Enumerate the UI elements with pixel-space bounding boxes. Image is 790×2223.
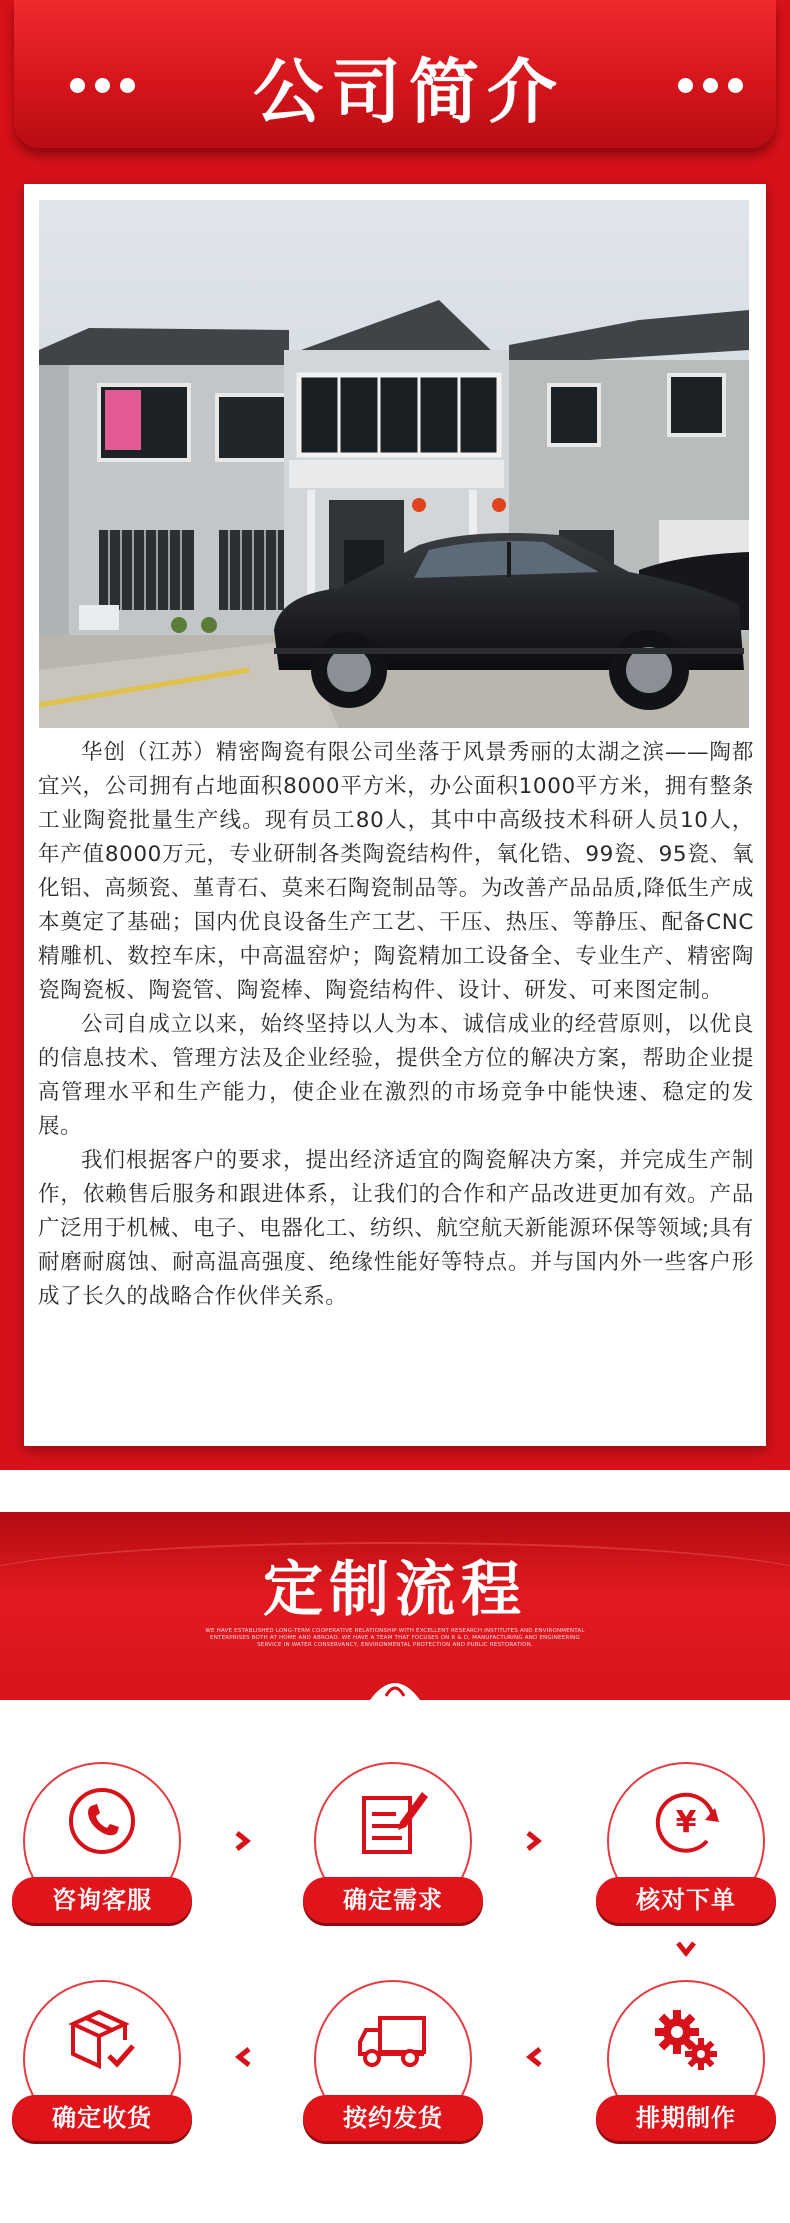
step-label: 咨询客服	[12, 1877, 192, 1923]
arrow-left-icon	[523, 2046, 545, 2068]
intro-card	[24, 184, 766, 1446]
step-confirm-demand	[303, 1762, 483, 1922]
svg-text:¥: ¥	[675, 1805, 697, 1840]
package-check-icon	[67, 2004, 137, 2074]
section-title: 定制流程	[263, 1555, 527, 1625]
arrow-left-icon	[232, 2046, 254, 2068]
step-label: 确定需求	[303, 1877, 483, 1923]
yen-refresh-icon	[651, 1786, 721, 1856]
delivery-truck-icon	[358, 2004, 428, 2074]
section-title: 公司简介	[253, 51, 565, 133]
intro-text	[38, 736, 754, 1314]
arrow-right-icon	[232, 1830, 254, 1852]
step-ship-on-time	[303, 1980, 483, 2140]
arrow-right-icon	[523, 1830, 545, 1852]
document-edit-icon	[358, 1786, 428, 1856]
phone-icon	[67, 1786, 137, 1856]
company-building-photo	[39, 200, 749, 728]
intro-paragraph: 公司自成立以来，始终坚持以人为本、诚信成业的经营原则，以优良的信息技术、管理方法及企业经验，提供全方位的解决方案，帮助企业提高管理水平和生产能力，使企业在激烈的市场竞争中能快速、稳定的发展。	[38, 1012, 754, 1139]
gears-icon	[651, 2004, 721, 2074]
step-label: 核对下单	[596, 1877, 776, 1923]
arrow-down-icon	[675, 1938, 697, 1960]
step-label: 按约发货	[303, 2095, 483, 2141]
step-label: 排期制作	[596, 2095, 776, 2141]
section-subtitle: WE HAVE ESTABLISHED LONG-TERM COOPERATIVE RELATIONSHIP WITH EXCELLENT RESEARCH INSTITUTES AND ENVIRONMENTAL ENTERPRISES BOTH AT HOME AND ABROAD. WE HAVE A TEAM THAT FOCUSES ON R & D, MANUFACTURING AND ENGINEERING SERVICE IN WATER CONSERVANCY, ENVIRONMENTAL PROTECTION AND PUBLIC RESTORATION.	[205, 1628, 585, 1648]
step-check-order	[596, 1762, 776, 1922]
step-confirm-receipt	[12, 1980, 192, 2140]
intro-paragraph: 我们根据客户的要求，提出经济适宜的陶瓷解决方案，并完成生产制作，依赖售后服务和跟进体系，让我们的合作和产品改进更加有效。产品广泛用于机械、电子、电器化工、纺织、航空航天新能源环保等领域;具有耐磨耐腐蚀、耐高温高强度、绝缘性能好等特点。并与国内外一些客户形成了长久的战略合作伙伴关系。	[38, 1148, 754, 1309]
step-schedule-production	[596, 1980, 776, 2140]
step-label: 确定收货	[12, 2095, 192, 2141]
step-consult	[12, 1762, 192, 1922]
intro-header-banner	[14, 0, 776, 148]
intro-paragraph: 华创（江苏）精密陶瓷有限公司坐落于风景秀丽的太湖之滨——陶都宜兴，公司拥有占地面积8000平方米，办公面积1000平方米，拥有整条工业陶瓷批量生产线。现有员工80人，其中中高级技术科研人员10人，年产值8000万元，专业研制各类陶瓷结构件，氧化锆、99瓷、95瓷、氧化铝、高频瓷、堇青石、莫来石陶瓷制品等。为改善产品品质,降低生产成本奠定了基础；国内优良设备生产工艺、干压、热压、等静压、配备CNC精雕机、数控车床，中高温窑炉；陶瓷精加工设备全、专业生产、精密陶瓷陶瓷板、陶瓷管、陶瓷棒、陶瓷结构件、设计、研发、可来图定制。	[38, 740, 754, 1003]
decorative-dots-right	[678, 78, 748, 96]
dome-decoration-icon	[370, 1666, 420, 1700]
